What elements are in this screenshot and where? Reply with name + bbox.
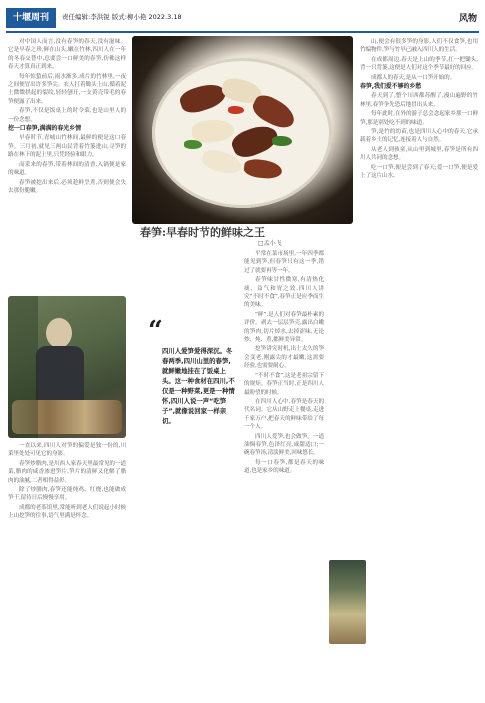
column-1-bottom — [8, 442, 126, 697]
paragraph: 平常在菜市场里,一年四季都能见到笋,但春笋只有这一季,错过了就要再等一年。 — [244, 251, 324, 274]
paragraph: 春笋被挖出来后,必须趁鲜烹煮,否则便会失去那份脆嫩。 — [8, 179, 126, 194]
paragraph: 春笋味甘性微寒,有清热化痰、益气和胃之效,四川人讲究“不时不食”,春笋正是应季而生的美味。 — [244, 277, 324, 309]
paragraph: 春笋炒腊肉,是川西人家春天里最常见的一道菜,腊肉的咸香渗进笋片,笋片的清鲜又化解了腊肉的油腻,二者相得益彰。 — [8, 460, 126, 484]
pull-quote: 四川人爱笋爱得深沉。冬春两季,四川山里的春笋,就鲜嫩地挂在了饭桌上头。这一种食材在四川,不仅是一种野菜,更是一种情怀,四川人说一声“吃笋子”,就像说回家一样亲切。 — [162, 347, 235, 425]
column-3 — [360, 38, 478, 696]
subheading: 挖一口春笋,满满的春光乡情 — [8, 125, 81, 133]
paragraph: 在成都周边,春天是上山的季节,扛一把锄头,背一只背篓,这便是人们对这个季节最好的回应。 — [360, 56, 478, 72]
paragraph: 在四川人心中,春笋是春天的代名词。它从山野走上餐桌,走进千家万户,把春天的鲜味带给了每一个人。 — [244, 398, 324, 431]
paragraph: 四川人爱笋,也会做笋。一道油焖春笋,色泽红亮,咸甜适口;一碗春笋汤,清淡鲜美,回味悠长。 — [244, 433, 324, 457]
quote-mark-icon: “ — [148, 316, 163, 346]
dish-photo — [132, 36, 353, 224]
section-title: 风物 — [458, 14, 477, 24]
paragraph: 一直以来,四川人对笋的偏爱是独一份的,川菜里处处可见它的身影。 — [8, 443, 126, 458]
column-2 — [244, 250, 324, 696]
subheading: 春笋,我们爱不够的乡愁 — [360, 83, 422, 91]
paragraph: 早春时节,青城山竹林间,最鲜的便是这口春笋。三月初,就见三两山民背着竹篓进山,寻笋的路在林下的泥土里,只凭经验和眼力。 — [8, 135, 126, 159]
paragraph: 挖笋讲究时机,出土太久的笋会变老,刚露尖的才最嫩,这需要经验,也需要耐心。 — [244, 346, 324, 370]
article-title: 春笋:早春时节的鲜味之王 — [140, 226, 266, 239]
byline: □孟小飞 — [258, 240, 282, 247]
paragraph: 对中国人而言,没有春笋的春天,没有滋味。它是早春之珍,鲜在山头,嫩在竹林,四川人在一年的冬春交替中,总要尝一口鲜美的春笋,仿佛这样春天才算真正到来。 — [8, 39, 126, 71]
paragraph: 从老人到孩童,从山里到城里,春笋是所有四川人共同的念想。 — [360, 146, 478, 162]
paragraph: 吃一口笋,便是尝到了春天;爱一口笋,便是爱上了这片山水。 — [360, 164, 478, 180]
paragraph: 春天到了,整个川西都苏醒了,漫山遍野的竹林里,春笋争先恐后地冒出头来。 — [360, 93, 478, 108]
paragraph: 成都人的春天,是从一口笋开始的。 — [371, 74, 456, 81]
column-1-top — [8, 38, 126, 292]
editor-credits: 责任编辑:李洪锐 版式:柳小艳 2022.3.18 — [62, 13, 182, 21]
farmer-photo — [8, 296, 126, 438]
paragraph: 春笋,不仅是饭桌上的时令菜,也是山里人的一份念想。 — [8, 108, 126, 123]
paragraph: “鲜”,是人们对春笋最朴素的评价。剥去一层层笋壳,露出白嫩的笋肉,切片焯水,去掉涩味,无论炒、炖、煮,都鲜美异常。 — [244, 311, 324, 344]
paragraph: “不时不食”,这是老祖宗留下的规矩。春笋正当时,正是四川人最盼望的时候。 — [244, 372, 324, 396]
paragraph: 每年此时,在外的游子总会念起家乡那一口鲜笋,那是别处吃不到的味道。 — [360, 111, 478, 126]
paragraph: 笋,是竹的幼苗,也是四川人心中的春天,它承载着乡土的记忆,连接着人与自然。 — [360, 129, 478, 144]
paragraph: 而采来的春笋,带着林间的清香,入锅便是家的味道。 — [8, 161, 126, 177]
masthead-logo: 十堰周刊 — [6, 8, 56, 28]
paragraph: 山,便会有很多笋的身影,人们不仅食笋,也用竹编物件,笋与竹早已融入四川人的生活。 — [360, 39, 478, 54]
header-rule — [6, 31, 479, 33]
paragraph: 成都的老茶馆里,常能听到老人们说起小时候上山挖笋的往事,语气里满是怀念。 — [8, 504, 126, 520]
paragraph: 除了炒腊肉,春笋还能炖鸡、红烧,也能做成笋干,留待日后慢慢享用。 — [8, 487, 126, 502]
paragraph: 每年惊蛰前后,雨水渐多,成片的竹林里,一夜之间便冒出许多笋尖。农人扛着锄头上山,循着泥土微微拱起的裂纹,轻轻刨开,一支黄壳带毛的春笋便露了出来。 — [8, 73, 126, 105]
paragraph: 每一口春笋,都是春天的味道,也是家乡的味道。 — [244, 459, 324, 475]
